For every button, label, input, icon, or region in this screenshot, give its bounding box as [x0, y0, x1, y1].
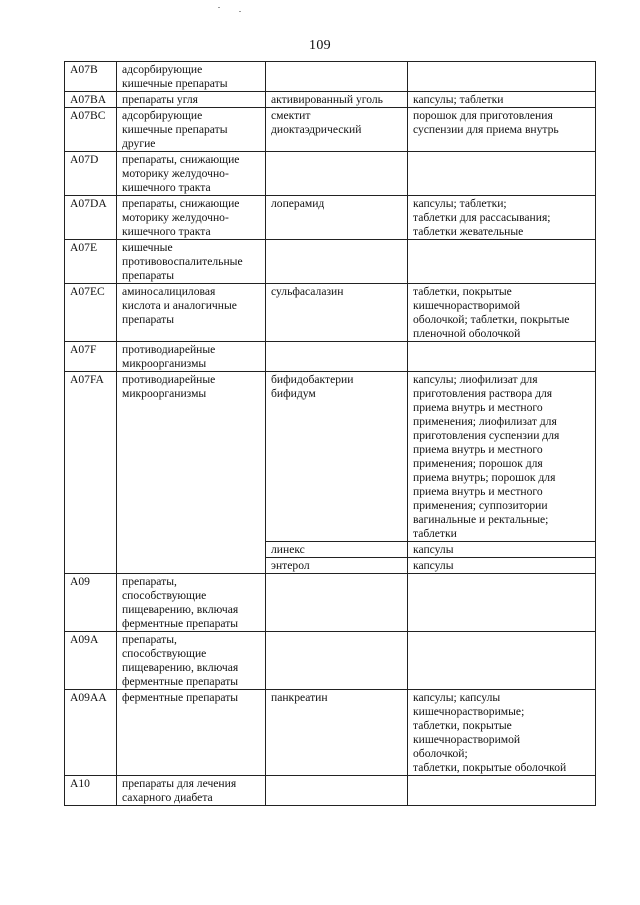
table-row — [65, 776, 596, 806]
dosage-form-cell: капсулы — [408, 542, 596, 558]
drug-name-cell — [266, 632, 408, 690]
scan-speck — [239, 11, 241, 12]
pharmacological-group-cell: препараты, способствующие пищеварению, включая ферментные препараты — [117, 632, 266, 690]
dosage-form-cell — [408, 152, 596, 196]
drug-name-cell — [266, 776, 408, 806]
table-row — [65, 108, 596, 152]
drug-name-cell — [266, 152, 408, 196]
drug-classification-table — [64, 61, 596, 806]
pharmacological-group-cell: препараты, способствующие пищеварению, включая ферментные препараты — [117, 574, 266, 632]
atc-code-cell: A07B — [65, 62, 117, 92]
dosage-form-cell: капсулы — [408, 558, 596, 574]
dosage-form-cell — [408, 62, 596, 92]
drug-name-cell — [266, 342, 408, 372]
dosage-form-cell — [408, 342, 596, 372]
pharmacological-group-cell: препараты угля — [117, 92, 266, 108]
dosage-form-cell: капсулы; таблетки — [408, 92, 596, 108]
dosage-form-cell — [408, 574, 596, 632]
pharmacological-group-cell: препараты, снижающие моторику желудочно- кишечного тракта — [117, 196, 266, 240]
atc-code-cell: A07E — [65, 240, 117, 284]
dosage-form-cell: таблетки, покрытые кишечнорастворимой оболочкой; таблетки, покрытые пленочной оболочкой — [408, 284, 596, 342]
atc-code-cell: A07D — [65, 152, 117, 196]
pharmacological-group-cell: адсорбирующие кишечные препараты — [117, 62, 266, 92]
atc-code-cell: A07FA — [65, 372, 117, 574]
pharmacological-group-cell: противодиарейные микроорганизмы — [117, 342, 266, 372]
atc-code-cell: A09A — [65, 632, 117, 690]
pharmacological-group-cell: противодиарейные микроорганизмы — [117, 372, 266, 574]
atc-code-cell: A09AA — [65, 690, 117, 776]
pharmacological-group-cell: аминосалициловая кислота и аналогичные препараты — [117, 284, 266, 342]
page-number: 109 — [309, 38, 331, 53]
table-row — [65, 342, 596, 372]
dosage-form-cell: капсулы; таблетки; таблетки для рассасывания; таблетки жевательные — [408, 196, 596, 240]
pharmacological-group-cell: адсорбирующие кишечные препараты другие — [117, 108, 266, 152]
scan-speck — [218, 7, 220, 8]
drug-name-cell: сульфасалазин — [266, 284, 408, 342]
drug-name-cell: линекс — [266, 542, 408, 558]
table-row — [65, 62, 596, 92]
pharmacological-group-cell: ферментные препараты — [117, 690, 266, 776]
drug-name-cell — [266, 574, 408, 632]
drug-name-cell — [266, 240, 408, 284]
atc-code-cell: A07EC — [65, 284, 117, 342]
table-row — [65, 632, 596, 690]
table-row — [65, 152, 596, 196]
dosage-form-cell: капсулы; лиофилизат для приготовления раствора для приема внутрь и местного применения; лиофилизат для приготовления суспензии для приема внутрь и местного применения; порошок для приема внутрь; порошок для приема внутрь и местного применения; суппозитории вагинальные и ректальные; таблетки — [408, 372, 596, 542]
pharmacological-group-cell: препараты для лечения сахарного диабета — [117, 776, 266, 806]
dosage-form-cell: капсулы; капсулы кишечнорастворимые; таблетки, покрытые кишечнорастворимой оболочкой; таблетки, покрытые оболочкой — [408, 690, 596, 776]
atc-code-cell: A07DA — [65, 196, 117, 240]
drug-name-cell: бифидобактерии бифидум — [266, 372, 408, 542]
drug-name-cell: панкреатин — [266, 690, 408, 776]
atc-code-cell: A07BC — [65, 108, 117, 152]
drug-name-cell: энтерол — [266, 558, 408, 574]
drug-name-cell: смектит диоктаэдрический — [266, 108, 408, 152]
dosage-form-cell — [408, 632, 596, 690]
atc-code-cell: A07F — [65, 342, 117, 372]
table-row — [65, 92, 596, 108]
dosage-form-cell — [408, 240, 596, 284]
pharmacological-group-cell: кишечные противовоспалительные препараты — [117, 240, 266, 284]
table-row — [65, 284, 596, 342]
table-row — [65, 240, 596, 284]
drug-name-cell — [266, 62, 408, 92]
table-row — [65, 372, 596, 542]
table-body — [65, 62, 596, 806]
atc-code-cell: A09 — [65, 574, 117, 632]
table-row — [65, 574, 596, 632]
dosage-form-cell: порошок для приготовления суспензии для приема внутрь — [408, 108, 596, 152]
pharmacological-group-cell: препараты, снижающие моторику желудочно- кишечного тракта — [117, 152, 266, 196]
drug-name-cell: лоперамид — [266, 196, 408, 240]
atc-code-cell: A07BA — [65, 92, 117, 108]
dosage-form-cell — [408, 776, 596, 806]
drug-name-cell: активированный уголь — [266, 92, 408, 108]
atc-code-cell: A10 — [65, 776, 117, 806]
table-row — [65, 690, 596, 776]
table-row — [65, 196, 596, 240]
